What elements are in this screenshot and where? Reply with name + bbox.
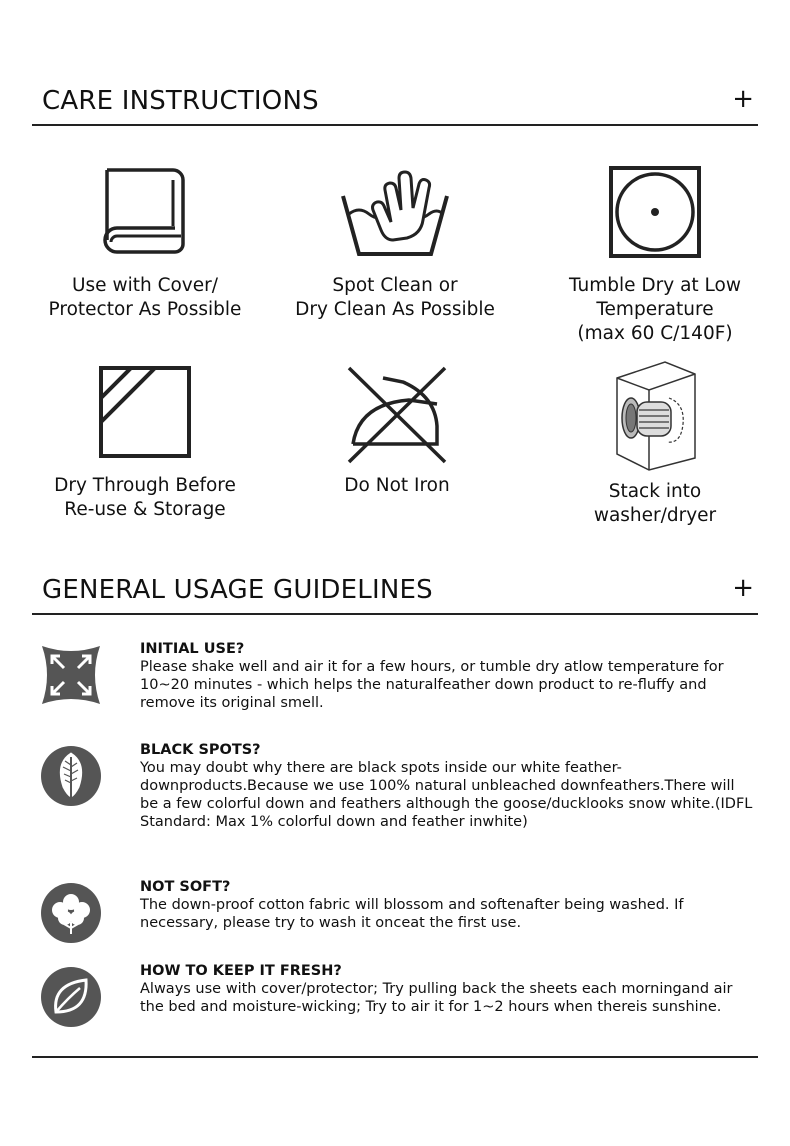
usage-guidelines-title: GENERAL USAGE GUIDELINES [42, 575, 433, 605]
guideline-body: The down-proof cotton fabric will blossom and softenafter being washed. If necessary, please try to wash it onceat the first use. [140, 897, 684, 931]
guideline-title: BLACK SPOTS? [140, 742, 261, 758]
usage-guidelines-header[interactable] [32, 575, 758, 615]
care-label: Spot Clean or Dry Clean As Possible [295, 275, 495, 320]
care-label: Stack into washer/dryer [593, 481, 717, 526]
bottom-divider [32, 1056, 758, 1058]
folded-cover-icon [97, 164, 193, 260]
care-item-stack-washer [530, 358, 780, 528]
expand-care-instructions-icon[interactable]: + [732, 84, 754, 114]
expand-arrows-icon [40, 644, 102, 706]
cotton-flower-icon [40, 882, 102, 944]
washer-dryer-icon [609, 358, 701, 474]
care-item-dry-through [20, 364, 270, 522]
care-label: Tumble Dry at Low Temperature (max 60 C/140F) [569, 275, 741, 344]
guideline-title: INITIAL USE? [140, 641, 245, 657]
care-instructions-title: CARE INSTRUCTIONS [42, 86, 319, 116]
care-item-spot-clean [270, 164, 520, 322]
care-label: Use with Cover/ Protector As Possible [48, 275, 242, 320]
care-instructions-header[interactable] [32, 86, 758, 126]
guideline-title: HOW TO KEEP IT FRESH? [140, 963, 342, 979]
dry-in-shade-icon [97, 364, 193, 460]
guideline-title: NOT SOFT? [140, 879, 231, 895]
do-not-iron-icon [345, 364, 449, 466]
feather-icon [40, 745, 102, 807]
care-item-tumble-dry [530, 164, 780, 346]
expand-usage-guidelines-icon[interactable]: + [732, 573, 754, 603]
tumble-dry-low-icon [607, 164, 703, 260]
care-label: Dry Through Before Re-use & Storage [54, 475, 236, 520]
care-item-cover [20, 164, 270, 322]
care-label: Do Not Iron [344, 475, 450, 496]
leaf-icon [40, 966, 102, 1028]
guideline-body: Always use with cover/protector; Try pulling back the sheets each morningand air the bed and moisture-wicking; Try to air it for 1~2 hours when thereis sunshine. [140, 981, 733, 1015]
hand-wash-icon [337, 164, 453, 260]
care-item-do-not-iron [272, 364, 522, 498]
guideline-body: You may doubt why there are black spots inside our white feather-downproducts.Because we use 100% natural unbleached downfeathers.There will be a few colorful down and feathers although the goose/ducklooks snow white.(IDFL Standard: Max 1% colorful down and feather inwhite) [140, 760, 753, 830]
guideline-body: Please shake well and air it for a few hours, or tumble dry atlow temperature for 10~20 minutes - which helps the naturalfeather down product to re-fluffy and remove its original smell. [140, 659, 724, 711]
